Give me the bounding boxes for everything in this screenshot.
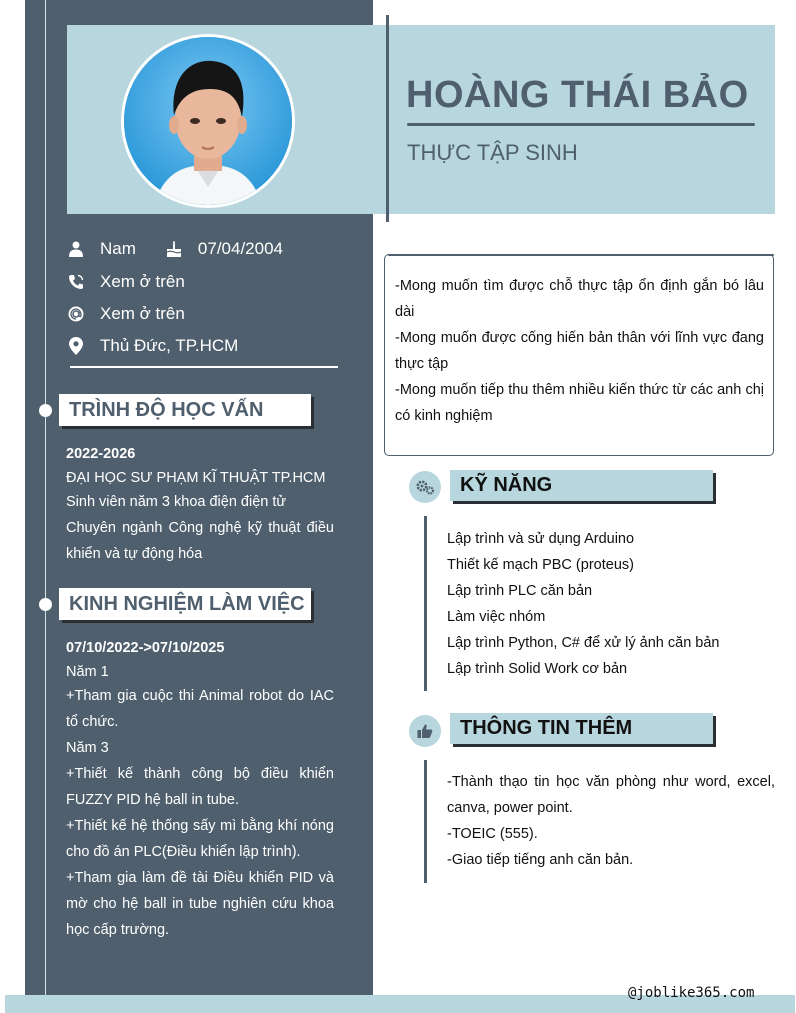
gears-icon	[409, 471, 441, 503]
avatar-photo	[124, 37, 292, 205]
experience-item: +Thiết kế thành công bộ điều khiển FUZZY PID hệ ball in tube.	[66, 766, 334, 808]
skill-item: Lập trình Python, C# để xử lý ảnh căn bản	[447, 635, 720, 651]
skills-heading: KỸ NĂNG	[450, 470, 713, 501]
education-major-line: Sinh viên năm 3 khoa điện điện tử	[66, 494, 287, 510]
person-icon	[66, 239, 86, 259]
objective-top-accent	[388, 254, 774, 256]
extra-info-item: -Giao tiếp tiếng anh căn bản.	[447, 852, 634, 868]
extra-info-list	[447, 769, 775, 873]
skill-item: Lập trình và sử dụng Arduino	[447, 531, 635, 547]
extra-info-item: -Thành thạo tin học văn phòng như word, excel, canva, power point.	[447, 774, 775, 816]
career-objective-box	[384, 254, 774, 456]
candidate-name: HOÀNG THÁI BẢO	[406, 74, 749, 116]
thumbs-up-icon	[409, 715, 441, 747]
name-underline	[407, 123, 755, 126]
education-marker	[39, 404, 52, 417]
objective-item: -Mong muốn tìm được chỗ thực tập ổn định gắn bó lâu dài	[395, 278, 764, 320]
experience-heading: KINH NGHIỆM LÀM VIỆC	[59, 588, 311, 620]
email-at-icon	[66, 304, 86, 324]
experience-section	[66, 635, 334, 943]
contact-divider	[70, 366, 338, 368]
experience-item: Năm 1	[66, 664, 109, 680]
education-heading: TRÌNH ĐỘ HỌC VẤN	[59, 394, 311, 426]
objective-item: -Mong muốn tiếp thu thêm nhiều kiến thức từ các anh chị có kinh nghiệm	[395, 382, 764, 424]
education-specialization: Chuyên ngành Công nghệ kỹ thuật điều khiển và tự động hóa	[66, 520, 334, 562]
watermark: @joblike365.com	[628, 985, 755, 1001]
experience-item: +Tham gia làm đề tài Điều khiển PID và mờ cho hệ ball in tube nghiên cứu khoa học cấp trường.	[66, 870, 334, 938]
extra-info-bar	[424, 760, 427, 883]
skill-item: Lập trình Solid Work cơ bản	[447, 661, 628, 677]
skill-item: Làm việc nhóm	[447, 609, 546, 625]
contact-phone-row	[66, 270, 185, 294]
contact-email-row	[66, 302, 185, 326]
extra-info-heading: THÔNG TIN THÊM	[450, 713, 713, 744]
experience-item: +Thiết kế hệ thống sấy mì bằng khí nóng cho đồ án PLC(Điều khiển lập trình).	[66, 818, 334, 860]
phone-icon	[66, 272, 86, 292]
skill-item: Lập trình PLC căn bản	[447, 583, 593, 599]
education-period: 2022-2026	[66, 446, 136, 462]
skills-bar	[424, 516, 427, 691]
location-pin-icon	[66, 336, 86, 356]
skill-item: Thiết kế mạch PBC (proteus)	[447, 557, 634, 573]
phone-value: Xem ở trên	[100, 272, 185, 291]
address-value: Thủ Đức, TP.HCM	[100, 336, 239, 355]
sidebar-line	[45, 0, 46, 1013]
contact-gender-row	[66, 237, 283, 261]
email-value: Xem ở trên	[100, 304, 185, 323]
extra-info-item: -TOEIC (555).	[447, 826, 538, 842]
birthday-cake-icon	[164, 239, 184, 259]
education-school: ĐẠI HỌC SƯ PHẠM KĨ THUẬT TP.HCM	[66, 470, 326, 486]
contact-address-row	[66, 334, 238, 358]
experience-marker	[39, 598, 52, 611]
experience-period: 07/10/2022->07/10/2025	[66, 640, 225, 656]
skills-list	[447, 526, 720, 682]
experience-item: Năm 3	[66, 740, 109, 756]
objective-item: -Mong muốn được cống hiến bản thân với lĩnh vực đang thực tập	[395, 330, 764, 372]
candidate-role: THỰC TẬP SINH	[407, 140, 578, 165]
education-section	[66, 441, 334, 567]
experience-item: +Tham gia cuộc thi Animal robot do IAC tổ chức.	[66, 688, 334, 730]
gender-value: Nam	[100, 239, 136, 258]
birthday-value: 07/04/2004	[197, 239, 283, 258]
avatar	[121, 34, 295, 208]
header-divider	[386, 15, 389, 222]
